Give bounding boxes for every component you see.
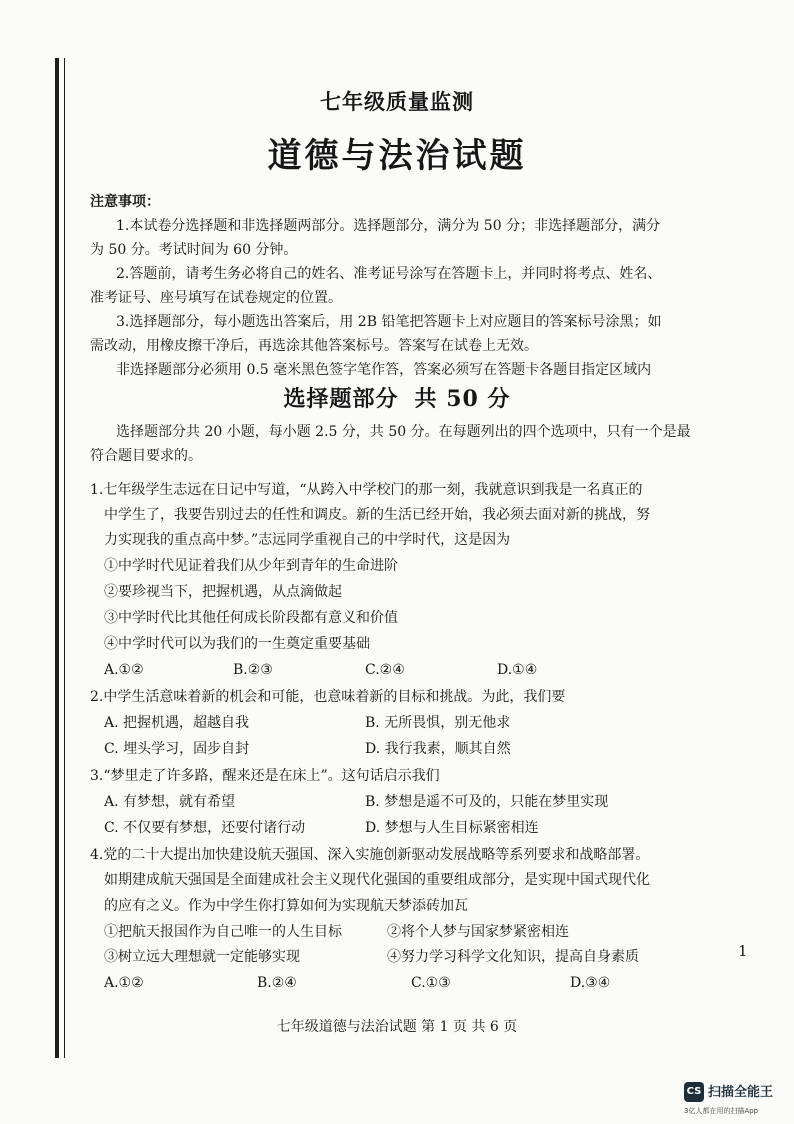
scanner-tagline: 3亿人都在用的扫描App bbox=[684, 1107, 759, 1115]
question-1-stem: 中学生了，我要告别过去的任性和调皮。新的生活已经开始，我必须去面对新的挑战，努 bbox=[104, 507, 650, 523]
question-4-item: ②将个人梦与国家梦紧密相连 bbox=[387, 924, 569, 940]
question-3-option-c: C. 不仅要有梦想，还要付诸行动 bbox=[104, 820, 306, 836]
question-1-option-c: C.②④ bbox=[365, 662, 405, 678]
question-4-option-d: D.③④ bbox=[570, 975, 611, 991]
section-score: 共 50 分 bbox=[414, 386, 511, 412]
margin-page-number: 1 bbox=[738, 942, 748, 960]
question-1-item: ①中学时代见证着我们从少年到青年的生命进阶 bbox=[104, 558, 398, 574]
question-3-option-a: A. 有梦想，就有希望 bbox=[104, 794, 236, 810]
notice-line: 为 50 分。考试时间为 60 分钟。 bbox=[90, 242, 298, 258]
question-3-stem: 3.“梦里走了许多路，醒来还是在床上”。这句话启示我们 bbox=[90, 768, 440, 784]
section-intro: 符合题目要求的。 bbox=[90, 448, 202, 464]
notice-line: 3.选择题部分，每小题选出答案后，用 2B 铅笔把答题卡上对应题目的答案标号涂黑；如 bbox=[116, 314, 662, 330]
scanner-watermark bbox=[684, 1080, 790, 1118]
question-1-option-d: D.①④ bbox=[497, 662, 538, 678]
question-2-option-d: D. 我行我素，顺其自然 bbox=[365, 741, 511, 757]
question-3-option-d: D. 梦想与人生目标紧密相连 bbox=[365, 820, 539, 836]
question-4-option-a: A.①② bbox=[104, 975, 144, 991]
question-4-stem: 如期建成航天强国是全面建成社会主义现代化强国的重要组成部分，是实现中国式现代化 bbox=[104, 872, 650, 888]
question-1-item: ④中学时代可以为我们的一生奠定重要基础 bbox=[104, 636, 370, 652]
section-intro: 选择题部分共 20 小题，每小题 2.5 分，共 50 分。在每题列出的四个选项中，只有一个是最 bbox=[116, 424, 691, 440]
question-2-option-c: C. 埋头学习，固步自封 bbox=[104, 741, 250, 757]
scanner-logo-icon: CS bbox=[684, 1082, 704, 1102]
notice-line: 非选择题部分必须用 0.5 毫米黑色签字笔作答，答案必须写在答题卡各题目指定区域内 bbox=[116, 362, 652, 378]
question-2-stem: 2.中学生活意味着新的机会和可能，也意味着新的目标和挑战。为此，我们要 bbox=[90, 689, 566, 705]
notice-line: 需改动，用橡皮擦干净后，再选涂其他答案标号。答案写在试卷上无效。 bbox=[90, 338, 538, 354]
question-4-option-b: B.②④ bbox=[257, 975, 297, 991]
question-1-item: ②要珍视当下，把握机遇，从点滴做起 bbox=[104, 584, 342, 600]
notice-heading: 注意事项： bbox=[90, 194, 160, 210]
notice-line: 准考证号、座号填写在试卷规定的位置。 bbox=[90, 290, 342, 306]
question-2-option-b: B. 无所畏惧，别无他求 bbox=[365, 715, 511, 731]
question-4-item: ③树立远大理想就一定能够实现 bbox=[104, 949, 300, 965]
section-title bbox=[0, 382, 794, 413]
question-2-option-a: A. 把握机遇，超越自我 bbox=[104, 715, 250, 731]
question-1-item: ③中学时代比其他任何成长阶段都有意义和价值 bbox=[104, 610, 398, 626]
scanner-app-name: 扫描全能王 bbox=[708, 1085, 774, 1100]
question-3-option-b: B. 梦想是遥不可及的，只能在梦里实现 bbox=[365, 794, 609, 810]
exam-title: 道德与法治试题 bbox=[267, 136, 527, 176]
question-1-option-a: A.①② bbox=[104, 662, 144, 678]
notice-line: 1.本试卷分选择题和非选择题两部分。选择题部分，满分为 50 分；非选择题部分，满分 bbox=[116, 218, 661, 234]
question-1-option-b: B.②③ bbox=[233, 662, 273, 678]
exam-subtitle: 七年级质量监测 bbox=[320, 89, 474, 114]
question-1-stem: 1.七年级学生志远在日记中写道，“从跨入中学校门的那一刻，我就意识到我是一名真正的 bbox=[90, 482, 643, 498]
question-4-item: ①把航天报国作为自己唯一的人生目标 bbox=[104, 924, 342, 940]
binding-line-thin bbox=[64, 58, 65, 1058]
question-4-item: ④努力学习科学文化知识，提高自身素质 bbox=[387, 949, 639, 965]
section-name: 选择题部分 bbox=[283, 386, 399, 412]
question-4-stem: 4.党的二十大提出加快建设航天强国、深入实施创新驱动发展战略等系列要求和战略部署。 bbox=[90, 847, 650, 863]
question-1-stem: 力实现我的重点高中梦。”志远同学重视自己的中学时代，这是因为 bbox=[104, 532, 511, 548]
notice-line: 2.答题前，请考生务必将自己的姓名、准考证号涂写在答题卡上，并同时将考点、姓名、 bbox=[116, 266, 662, 282]
question-4-stem: 的应有之义。作为中学生你打算如何为实现航天梦添砖加瓦 bbox=[104, 898, 468, 914]
question-4-option-c: C.①③ bbox=[411, 975, 451, 991]
binding-line bbox=[55, 58, 59, 1058]
page-footer: 七年级道德与法治试题 第 1 页 共 6 页 bbox=[276, 1019, 518, 1035]
